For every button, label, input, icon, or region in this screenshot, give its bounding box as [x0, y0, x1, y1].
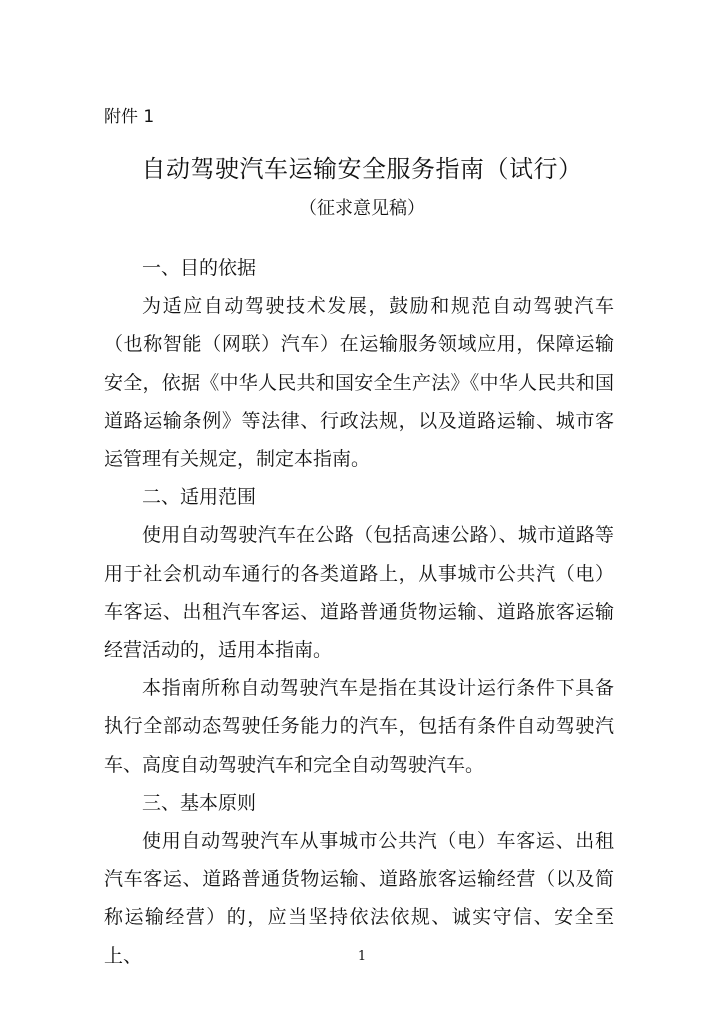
section-heading-principles: 三、基本原则 — [142, 791, 257, 814]
section-heading-scope: 二、适用范围 — [142, 486, 257, 509]
document-body — [104, 249, 614, 975]
attachment-label: 附件 1 — [104, 107, 155, 127]
paragraph-principles: 使用自动驾驶汽车从事城市公共汽（电）车客运、出租汽车客运、道路普通货物运输、道路旅客运输经营（以及简称运输经营）的，应当坚持依法依规、诚实守信、安全至上、 — [104, 830, 614, 967]
paragraph-scope: 使用自动驾驶汽车在公路（包括高速公路）、城市道路等用于社会机动车通行的各类道路上，从事城市公共汽（电）车客运、出租汽车客运、道路普通货物运输、道路旅客运输经营活动的，适用本指南。 — [104, 524, 614, 662]
document-title: 自动驾驶汽车运输安全服务指南（试行） — [141, 155, 583, 183]
page-number: 1 — [357, 949, 367, 964]
document-subtitle: （征求意见稿） — [299, 198, 425, 219]
paragraph-definition: 本指南所称自动驾驶汽车是指在其设计运行条件下具备执行全部动态驾驶任务能力的汽车，包括有条件自动驾驶汽车、高度自动驾驶汽车和完全自动驾驶汽车。 — [104, 677, 614, 776]
section-heading-purpose: 一、目的依据 — [142, 257, 257, 279]
paragraph-purpose: 为适应自动驾驶技术发展，鼓励和规范自动驾驶汽车（也称智能（网联）汽车）在运输服务领域应用，保障运输安全，依据《中华人民共和国安全生产法》《中华人民共和国道路运输条例》等法律、行政法规，以及道路运输、城市客运管理有关规定，制定本指南。 — [104, 295, 614, 471]
